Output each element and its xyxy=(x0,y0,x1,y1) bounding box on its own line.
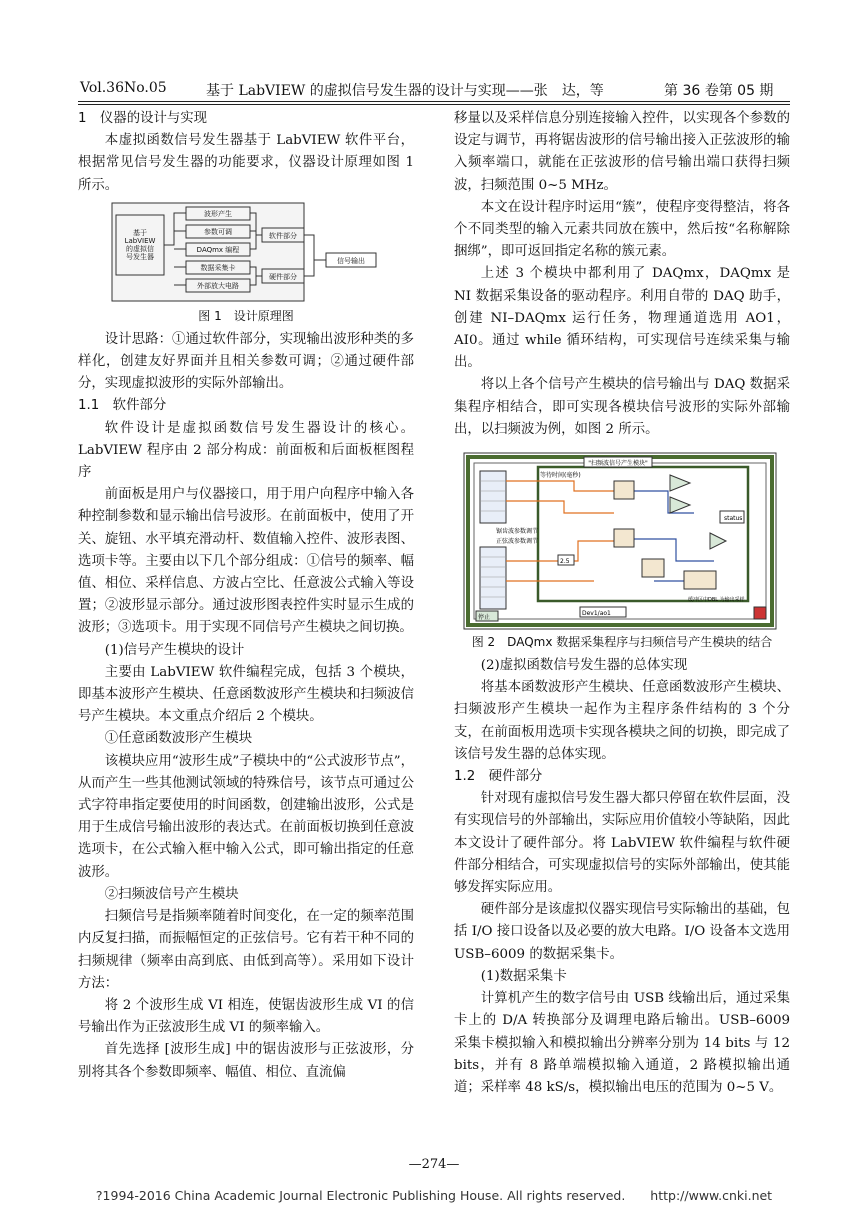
paragraph: 该模块应用“波形生成”子模块中的“公式波形节点”，从而产生一些其他测试领域的特殊信号，该节点可通过公式字符串指定要使用的时间函数，创建输出波形，公式是用于生成信号输出波形的表达式。在前面板切换到任意波选项卡，在公式输入框中输入公式，即可输出指定的任意波形。 xyxy=(78,753,414,880)
paragraph: 移量以及采样信息分别连接输入控件，以实现各个参数的设定与调节，再将锯齿波形的信号输出接入正弦波形的输入频率端口，就能在正弦波形的信号输出端口获得扫频波，扫频范围 0~5 MHz。 xyxy=(454,111,790,193)
device-channel-label: Dev1/ao1 xyxy=(582,610,611,618)
section-1-2-heading: 1.2 硬件部分 xyxy=(454,769,543,785)
diagram-item-1: 参数可调 xyxy=(204,227,232,236)
subheading: (2)虚拟函数信号发生器的总体实现 xyxy=(480,658,688,674)
diagram-hardware-label: 硬件部分 xyxy=(269,272,297,281)
header-rule-top xyxy=(78,101,790,102)
diagram-item-2: DAQmx 编程 xyxy=(196,245,240,254)
paragraph: 首先选择 [波形生成] 中的锯齿波形与正弦波形，分别将其各个参数即频率、幅值、相位、直流偏 xyxy=(78,1042,414,1080)
section-1-heading: 1 仪器的设计与实现 xyxy=(78,111,208,126)
paragraph: 将以上各个信号产生模块的信号输出与 DAQ 数据采集程序相结合，即可实现各模块信号波形的实际外部输出，以扫频波为例，如图 2 所示。 xyxy=(454,377,790,437)
diagram-item-0: 波形产生 xyxy=(204,209,232,218)
paragraph: 扫频信号是指频率随着时间变化，在一定的频率范围内反复扫描，而振幅恒定的正弦信号。它有若干种不同的扫频规律（频率由高到底、由低到高等）。采用如下设计方法： xyxy=(78,909,414,991)
journal-volume: Vol.36No.05 xyxy=(80,80,167,96)
figure-2-caption: 图 2 DAQmx 数据采集程序与扫频信号产生模块的结合 xyxy=(471,635,773,650)
sine-cluster-label: 正弦波参数调节 xyxy=(496,538,539,546)
stop-label: 停止 xyxy=(478,614,491,622)
subheading: ①任意函数波形产生模块 xyxy=(104,731,253,747)
copyright-footer: ?1994-2016 China Academic Journal Electronic Publishing House. All rights reserved. http://www.cnki.net xyxy=(95,1188,773,1203)
case-selector-label: "扫频波信号产生模块" xyxy=(588,460,648,468)
paragraph: 针对现有虚拟信号发生器大都只停留在软件层面，没有实现信号的外部输出，实际应用价值较小等缺陷，因此本文设计了硬件部分。将 LabVIEW 软件编程与软件硬件部分相结合，可实现虚拟信号的实际外部输出，使其能够发挥实际应用。 xyxy=(454,791,790,896)
figure-1-caption: 图 1 设计原理图 xyxy=(198,308,294,323)
issue-label: 第 36 卷第 05 期 xyxy=(664,83,774,99)
paragraph: 前面板是用户与仪器接口，用于用户向程序中输入各种控制参数和显示输出信号波形。在前面板中，使用了开关、旋钮、水平填充滑动杆、数值输入控件、波形表图、选项卡等。主要由以下几个部分组成：①信号的频率、幅值、相位、采样信息、方波占空比、任意波公式输入等设置；②波形显示部分。通过波形图表控件实时显示生成的波形；③选项卡。用于实现不同信号产生模块之间切换。 xyxy=(78,487,414,636)
paragraph: 软件设计是虚拟函数信号发生器设计的核心。LabVIEW 程序由 2 部分构成：前面板和后面板框图程序 xyxy=(78,420,414,481)
sample-label: 缓冲区中DBL 为输出采样 xyxy=(688,597,745,604)
block-diagram-svg xyxy=(454,451,790,631)
paragraph: 硬件部分是该虚拟仪器实现信号实际输出的基础，包括 I/O 接口设备以及必要的放大电路。I/O 设备本文选用 USB–6009 的数据采集卡。 xyxy=(454,902,790,962)
design-diagram-svg xyxy=(78,201,414,305)
page-number: —274— xyxy=(408,1157,460,1172)
subheading: (1)信号产生模块的设计 xyxy=(104,642,245,658)
subheading: (1)数据采集卡 xyxy=(480,968,567,984)
header-rule-bottom xyxy=(78,104,790,105)
right-column xyxy=(454,108,790,1099)
paragraph: 上述 3 个模块中都利用了 DAQmx，DAQmx 是 NI 数据采集设备的驱动程序。利用自带的 DAQ 助手，创建 NI–DAQmx 运行任务，物理通道选用 AO1，AI0。通过 while 循环结构，可实现信号连续采集与输出。 xyxy=(454,266,790,371)
paragraph: 主要由 LabVIEW 软件编程完成，包括 3 个模块，即基本波形产生模块、任意函数波形产生模块和扫频波信号产生模块。本文重点介绍后 2 个模块。 xyxy=(78,664,414,725)
paragraph: 将基本函数波形产生模块、任意函数波形产生模块、扫频波形产生模块一起作为主程序条件结构的 3 个分支，在前面板用选项卡实现各模块之间的切换，即完成了该信号发生器的总体实现。 xyxy=(454,680,790,762)
diagram-root-label: 基于 LabVIEW 的虚拟信号发生器 xyxy=(124,228,156,261)
figure-1-design-diagram xyxy=(78,201,414,305)
left-column xyxy=(78,108,414,1084)
running-title: 基于 LabVIEW 的虚拟信号发生器的设计与实现——张 达，等 xyxy=(206,83,604,99)
paragraph: 设计思路：①通过软件部分，实现输出波形种类的多样化，创建友好界面并且相关参数可调；②通过硬件部分，实现虚拟波形的实际外部输出。 xyxy=(78,331,414,392)
diagram-software-label: 软件部分 xyxy=(269,231,297,240)
paragraph: 本虚拟函数信号发生器基于 LabVIEW 软件平台，根据常见信号发生器的功能要求，仪器设计原理如图 1 所示。 xyxy=(78,133,414,193)
diagram-item-4: 外部放大电路 xyxy=(197,281,239,290)
paragraph: 本文在设计程序时运用“簇”，使程序变得整洁，将各个不同类型的输入元素共同放在簇中，然后按“名称解除捆绑”，即可返回指定名称的簇元素。 xyxy=(454,199,790,260)
paragraph: 将 2 个波形生成 VI 相连，使锯齿波形生成 VI 的信号输出作为正弦波形生成 VI 的频率输入。 xyxy=(78,997,414,1036)
diagram-item-3: 数据采集卡 xyxy=(200,263,236,272)
constant-label: 2.5 xyxy=(560,558,570,566)
section-1-1-heading: 1.1 软件部分 xyxy=(78,398,167,414)
diagram-output-label: 信号输出 xyxy=(337,256,365,265)
subheading: ②扫频波信号产生模块 xyxy=(104,886,239,902)
status-label: status xyxy=(724,515,743,523)
sawtooth-cluster-label: 锯齿波参数调节 xyxy=(496,528,539,536)
figure-2-labview-block-diagram xyxy=(454,451,790,631)
wait-time-label: 等待时间(毫秒) xyxy=(540,472,581,480)
paragraph: 计算机产生的数字信号由 USB 线输出后，通过采集卡上的 D/A 转换部分及调理电路后输出。USB–6009 采集卡模拟输入和模拟输出分辨率分别为 14 bits 与 12 bits，并有 8 路单端模拟输入通道，2 路模拟输出通道；采样率 48 kS/s，模拟输出电压的范围为 0~5 V。 xyxy=(454,991,790,1095)
